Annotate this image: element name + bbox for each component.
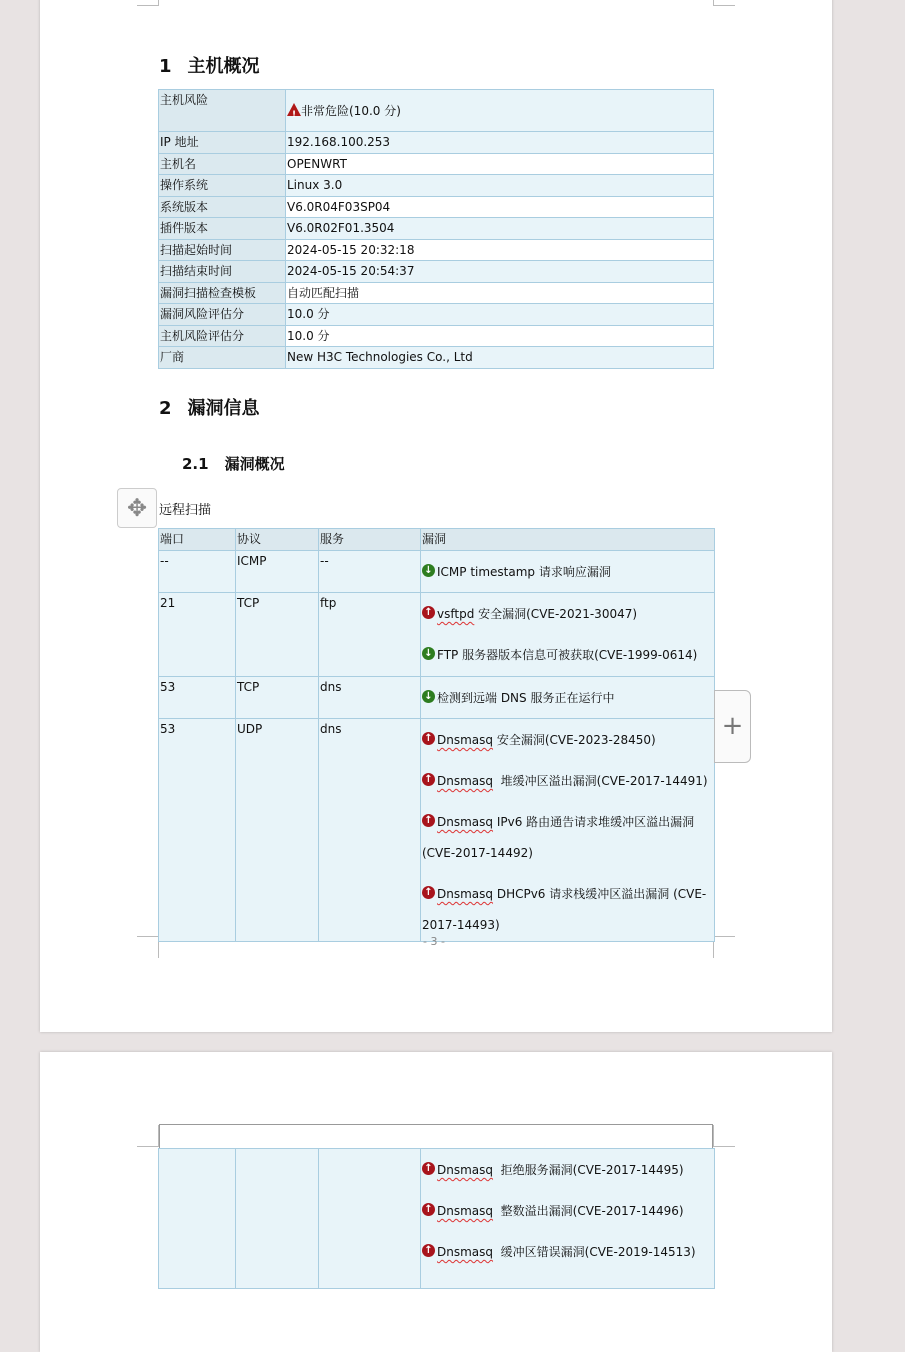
product-name: Dnsmasq <box>437 1245 494 1259</box>
product-name: Dnsmasq <box>437 815 494 829</box>
cell-port: 21 <box>159 593 236 677</box>
vuln-name: ICMP timestamp 请求响应漏洞 <box>437 565 611 579</box>
cell <box>159 1149 236 1289</box>
vuln-cell <box>421 551 715 593</box>
high-risk-arrow-up-icon: ↑ <box>422 773 435 786</box>
row-label: 插件版本 <box>159 218 286 240</box>
table-caption: 远程扫描 <box>159 503 212 518</box>
value-text: 非常危险(10.0 分) <box>301 103 401 118</box>
row-value <box>286 347 714 369</box>
host-table-row <box>159 239 714 261</box>
vuln-name: 安全漏洞(CVE-2021-30047) <box>474 607 638 621</box>
crop-mark <box>137 0 159 6</box>
high-risk-arrow-up-icon: ↑ <box>422 1203 435 1216</box>
crop-mark <box>137 1125 159 1147</box>
host-table-row <box>159 175 714 197</box>
row-label: 漏洞扫描检查模板 <box>159 282 286 304</box>
cell-port: 53 <box>159 719 236 942</box>
host-info-table <box>158 89 714 369</box>
vuln-name: FTP 服务器版本信息可被获取(CVE-1999-0614) <box>437 648 698 662</box>
cell-port: -- <box>159 551 236 593</box>
cell <box>319 1149 421 1289</box>
row-value <box>286 218 714 240</box>
row-label: 操作系统 <box>159 175 286 197</box>
host-table-row <box>159 282 714 304</box>
product-name: Dnsmasq <box>437 733 494 747</box>
high-risk-arrow-up-icon: ↑ <box>422 1162 435 1175</box>
value-text: 10.0 分 <box>287 328 330 343</box>
product-name: Dnsmasq <box>437 1163 494 1177</box>
warning-triangle-icon <box>287 103 301 116</box>
value-text: 自动匹配扫描 <box>287 285 360 300</box>
product-name: Dnsmasq <box>437 1204 494 1218</box>
cell-proto: TCP <box>236 593 319 677</box>
crop-mark <box>137 936 159 958</box>
value-text: 192.168.100.253 <box>287 135 391 149</box>
low-risk-arrow-down-icon: ↓ <box>422 647 435 660</box>
crop-mark <box>713 1125 735 1147</box>
move-icon: ✥ <box>126 494 148 522</box>
col-header-service: 服务 <box>319 529 421 551</box>
vuln-cell <box>421 593 715 677</box>
high-risk-arrow-up-icon: ↑ <box>422 606 435 619</box>
row-label: 系统版本 <box>159 196 286 218</box>
host-table-row <box>159 196 714 218</box>
vuln-item[interactable] <box>422 879 713 941</box>
cell-service: ftp <box>319 593 421 677</box>
crop-mark <box>713 936 735 958</box>
row-value <box>286 282 714 304</box>
vuln-name: 拒绝服务漏洞(CVE-2017-14495) <box>493 1163 684 1177</box>
vuln-table-continued <box>158 1148 715 1289</box>
row-value <box>286 196 714 218</box>
row-value <box>286 132 714 154</box>
col-header-port: 端口 <box>159 529 236 551</box>
value-text: V6.0R02F01.3504 <box>287 221 395 235</box>
row-value <box>286 261 714 283</box>
document-page-4 <box>40 1052 832 1352</box>
host-table-row <box>159 304 714 326</box>
cell-service: dns <box>319 719 421 942</box>
row-value <box>286 239 714 261</box>
row-label: 主机风险评估分 <box>159 325 286 347</box>
vuln-table-row <box>159 719 715 942</box>
row-value <box>286 304 714 326</box>
vuln-item[interactable] <box>422 599 713 630</box>
row-label: 厂商 <box>159 347 286 369</box>
col-header-protocol: 协议 <box>236 529 319 551</box>
row-value <box>286 325 714 347</box>
vuln-table-row <box>159 593 715 677</box>
cell-proto: ICMP <box>236 551 319 593</box>
cell-port: 53 <box>159 677 236 719</box>
vuln-item[interactable] <box>422 725 713 756</box>
vuln-table-row <box>159 551 715 593</box>
high-risk-arrow-up-icon: ↑ <box>422 1244 435 1257</box>
cell-service: -- <box>319 551 421 593</box>
value-text: 2024-05-15 20:32:18 <box>287 242 415 257</box>
row-value <box>286 175 714 197</box>
plus-icon: + <box>721 711 744 741</box>
cell-proto: UDP <box>236 719 319 942</box>
product-name: Dnsmasq <box>437 887 494 901</box>
low-risk-arrow-down-icon: ↓ <box>422 690 435 703</box>
value-text: 2024-05-15 20:54:37 <box>287 264 415 278</box>
row-label: 漏洞风险评估分 <box>159 304 286 326</box>
table-move-handle[interactable] <box>117 488 157 528</box>
high-risk-arrow-up-icon: ↑ <box>422 886 435 899</box>
row-label: 主机风险 <box>159 90 286 132</box>
vuln-cell <box>421 677 715 719</box>
host-table-row <box>159 261 714 283</box>
vuln-item[interactable] <box>422 807 713 869</box>
row-label: 主机名 <box>159 153 286 175</box>
vuln-name: 堆缓冲区溢出漏洞(CVE-2017-14491) <box>493 774 708 788</box>
value-text: OPENWRT <box>287 156 347 171</box>
repeated-header-row <box>159 1124 713 1148</box>
low-risk-arrow-down-icon: ↓ <box>422 564 435 577</box>
vuln-item[interactable] <box>422 1196 713 1227</box>
add-row-button[interactable] <box>714 690 751 763</box>
vuln-name: 安全漏洞(CVE-2023-28450) <box>493 733 656 747</box>
vuln-cell <box>421 719 715 942</box>
row-label: 扫描结束时间 <box>159 261 286 283</box>
product-name: Dnsmasq <box>437 774 494 788</box>
host-table-row <box>159 132 714 154</box>
heading-host-overview: 1 主机概况 <box>159 56 260 77</box>
value-text: Linux 3.0 <box>287 178 343 192</box>
row-value <box>286 153 714 175</box>
heading-vuln-overview: 2.1 漏洞概况 <box>182 455 285 473</box>
host-table-row <box>159 218 714 240</box>
heading-vuln-info: 2 漏洞信息 <box>159 398 260 419</box>
vuln-name: 整数溢出漏洞(CVE-2017-14496) <box>493 1204 684 1218</box>
value-text: New H3C Technologies Co., Ltd <box>287 350 473 364</box>
vuln-item[interactable] <box>422 557 713 588</box>
cell-service: dns <box>319 677 421 719</box>
host-table-row <box>159 325 714 347</box>
row-label: 扫描起始时间 <box>159 239 286 261</box>
high-risk-arrow-up-icon: ↑ <box>422 732 435 745</box>
vuln-name: DHCPv6 请求栈缓冲区溢出漏洞 (CVE-2017-14493) <box>422 887 707 932</box>
vuln-name: IPv6 路由通告请求堆缓冲区溢出漏洞 (CVE-2017-14492) <box>422 815 698 860</box>
cell <box>236 1149 319 1289</box>
crop-mark <box>713 0 735 6</box>
row-value <box>286 90 714 132</box>
vuln-name: 检测到远端 DNS 服务正在运行中 <box>437 691 615 705</box>
host-table-row <box>159 90 714 132</box>
host-table-row <box>159 347 714 369</box>
value-text: V6.0R04F03SP04 <box>287 199 391 214</box>
vuln-name: 缓冲区错误漏洞(CVE-2019-14513) <box>493 1245 696 1259</box>
vuln-item[interactable] <box>422 766 713 797</box>
product-name: vsftpd <box>437 607 475 621</box>
vuln-table-row <box>159 677 715 719</box>
vuln-item[interactable] <box>422 683 713 714</box>
vuln-item[interactable] <box>422 1237 713 1268</box>
host-table-row <box>159 153 714 175</box>
high-risk-arrow-up-icon: ↑ <box>422 814 435 827</box>
cell-proto: TCP <box>236 677 319 719</box>
vuln-item[interactable] <box>422 640 713 671</box>
vuln-item[interactable] <box>422 1155 713 1186</box>
document-page-3 <box>40 0 832 1032</box>
col-header-vuln: 漏洞 <box>421 529 715 551</box>
row-label: IP 地址 <box>159 132 286 154</box>
vuln-cell <box>421 1149 715 1289</box>
value-text: 10.0 分 <box>287 307 330 321</box>
page-number: - 3 - <box>423 935 445 948</box>
vuln-table <box>158 528 715 942</box>
